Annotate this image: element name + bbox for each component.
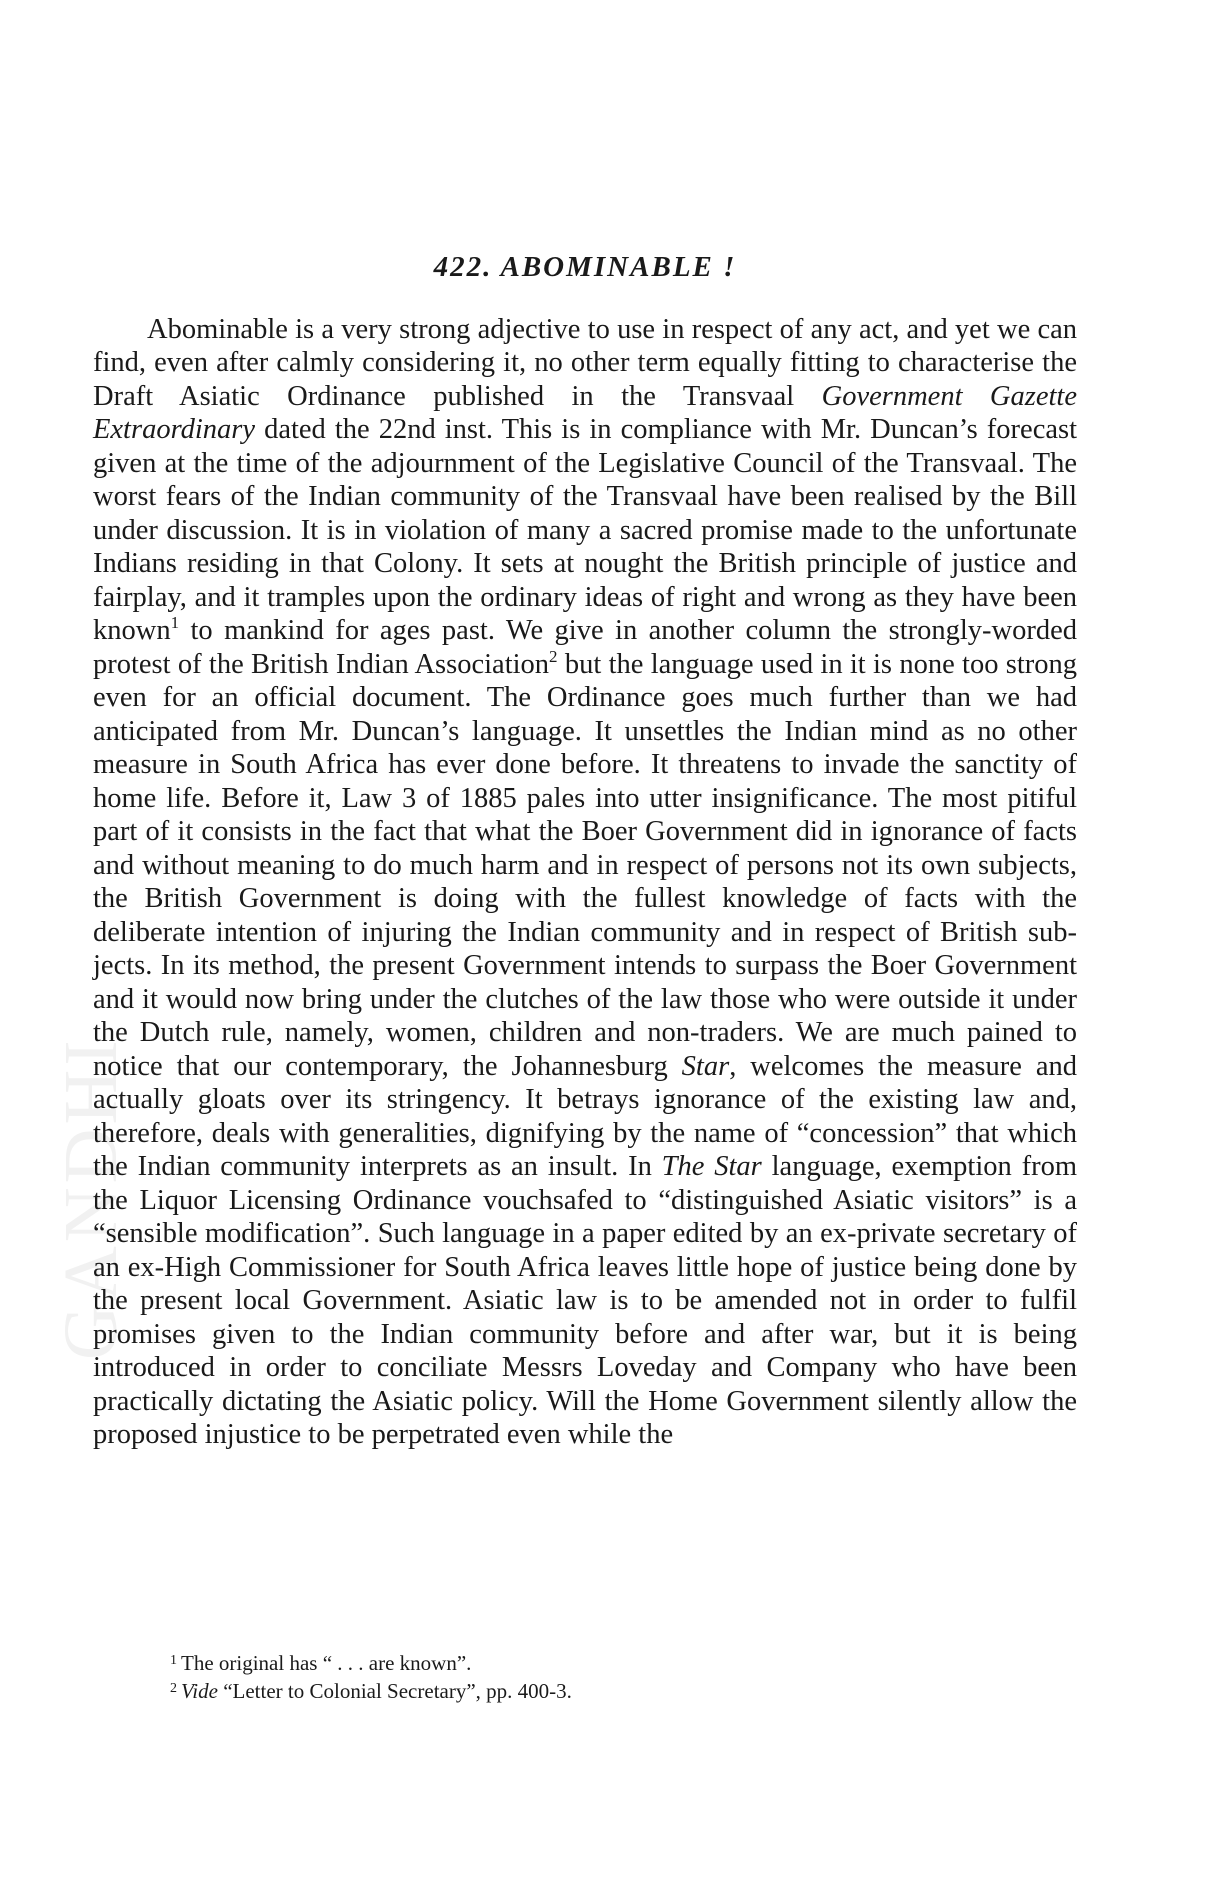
italic-text: Vide [181, 1679, 218, 1703]
article-body-paragraph [93, 313, 1077, 1452]
watermark-text: GANDHI [49, 1036, 133, 1360]
text-run: but the language used in it is none too strong even for an official document. The Ordinance goes much further than we had anticipated from Mr. Duncan’s language. It unsettles the Indian mind as no other measure in South Africa has ever done before. It threatens to invade the sanctity of home life. Before it, Law 3 of 1885 pales into utter insignificance. The most pitiful part of it consists in the fact that what the Boer Government did in ignorance of facts and without meaning to do much harm and in respect of persons not its own subjects, the British Government is doing with the fullest knowledge of facts with the deliberate intention of injuring the Indian community and in respect of British subjects. In its method, the present Government intends to surpass the Boer Government and it would now bring under the clutches of the law those who were outside it under the Dutch rule, namely, women, children and non-traders. We are much pained to notice that our contemporary, the Johannesburg [93, 648, 1077, 1082]
italic-text: The Star [661, 1151, 762, 1183]
text-run: language, exemption from the Liquor Licensing Ordinance vouchsafed to “distinguished Asiatic visitors” is a “sensible modification”. Such language in a paper edited by an ex-private secretary of an ex-High Commissioner for South Africa leaves little hope of justice being done by the present local Government. Asiatic law is to be amended not in order to fulfil promises given to the Indian community before and after war, but it is being introduced in order to conciliate Messrs Loveday and Company who have been practically dictating the Asiatic policy. Will the Home Government silently allow the proposed injustice to be perpetrated even while the [93, 1151, 1078, 1451]
footnote-reference: 1 [170, 613, 180, 633]
footnote [93, 1649, 1077, 1677]
text-run: dated the 22nd inst. This is in compliance with Mr. Duncan’s forecast given at the time of the adjournment of the Legislative Council of the Transvaal. The worst fears of the Indian community of the Transvaal have been realised by the Bill under discussion. It is in violation of many a sacred promise made to the unfortunate Indians residing in that Colony. It sets at nought the British principle of justice and fairplay, and it tramples upon the ordinary ideas of right and wrong as they have been known [93, 414, 1077, 647]
text-run: Abominable is a very strong adjective to use in respect of any act, and yet we can find, even after calmly considering it, no other term equally fitting to characterise the Draft Asiatic Ordinance published in the Transvaal [93, 313, 1077, 412]
italic-text: Government Gazette Extraordinary [93, 380, 1077, 446]
footnote [93, 1677, 1077, 1705]
footnote-number: 2 [170, 1681, 177, 1696]
article-title: 422. ABOMINABLE ! [433, 251, 737, 283]
text-run: “Letter to Colonial Secretary”, pp. 400-3. [217, 1679, 572, 1703]
text-run: , welcomes the measure and actually gloats over its stringency. It betrays ignorance of the existing law and, therefore, deals with generalities, dignifying by the name of “concession” that which the Indian community interprets as an insult. In [93, 1050, 1078, 1183]
page-content [93, 250, 1077, 1452]
footnote-reference: 2 [549, 646, 558, 666]
footnotes [93, 1649, 1077, 1705]
text-run: to mankind for ages past. We give in another column the strongly-worded protest of the British Indian Association [93, 615, 1077, 680]
text-run: The original has “ . . . are known”. [181, 1651, 472, 1675]
footnote-number: 1 [170, 1653, 177, 1668]
italic-text: Star [681, 1050, 730, 1082]
